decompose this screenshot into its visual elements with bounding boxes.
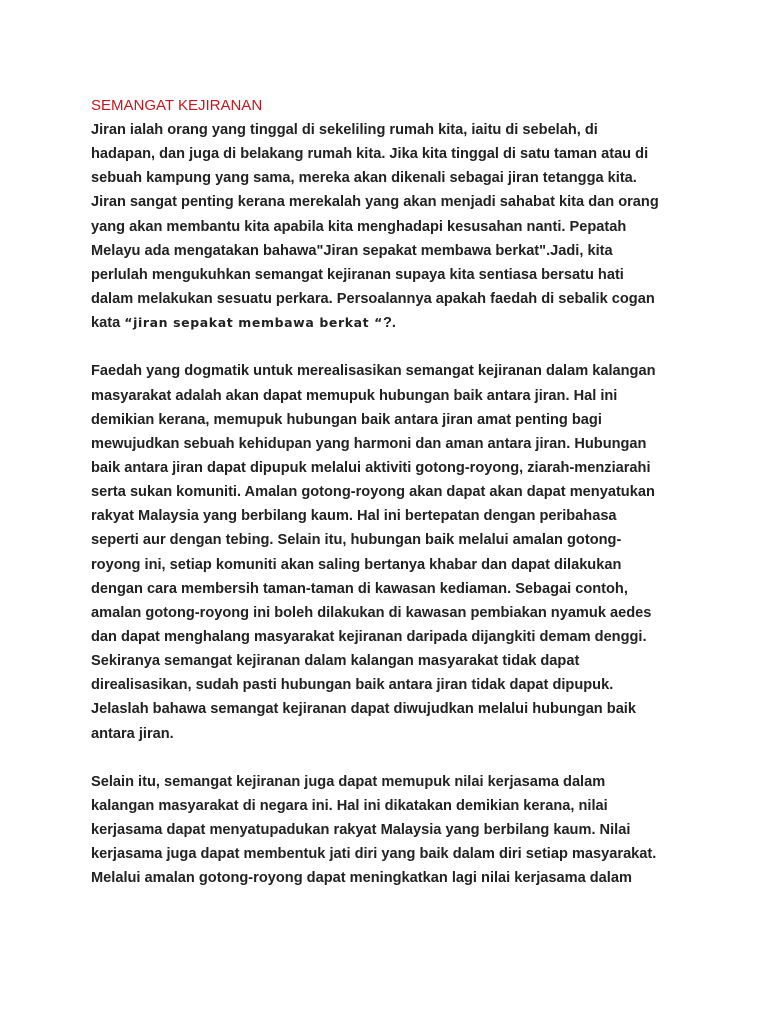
paragraph-line: Selain itu, semangat kejiranan juga dapat memupuk nilai kerjasama dalam bbox=[91, 773, 606, 790]
paragraph-line: Jiran sangat penting kerana merekalah yang akan menjadi sahabat kita dan orang bbox=[91, 194, 659, 211]
paragraph-line: seperti aur dengan tebing. Selain itu, hubungan baik melalui amalan gotong- bbox=[91, 532, 622, 549]
paragraph-line: Melalui amalan gotong-royong dapat meningkatkan lagi nilai kerjasama dalam bbox=[91, 870, 632, 887]
paragraph-line: baik antara jiran dapat dipupuk melalui aktiviti gotong-royong, ziarah-menziarahi bbox=[91, 459, 651, 476]
paragraph-line: kerjasama juga dapat membentuk jati diri yang baik dalam diri setiap masyarakat. bbox=[91, 846, 657, 863]
paragraph-line: Jelaslah bahawa semangat kejiranan dapat diwujudkan melalui hubungan baik bbox=[91, 701, 636, 718]
paragraph-line: Sekiranya semangat kejiranan dalam kalangan masyarakat tidak dapat bbox=[91, 653, 580, 670]
paragraph-line: yang akan membantu kita apabila kita menghadapi kesusahan nanti. Pepatah bbox=[91, 218, 627, 235]
paragraph-line: antara jiran. bbox=[91, 725, 174, 742]
paragraph-line: masyarakat adalah akan dapat memupuk hubungan baik antara jiran. Hal ini bbox=[91, 387, 618, 404]
paragraph-line-last bbox=[91, 311, 691, 335]
paragraph-line: kalangan masyarakat di negara ini. Hal ini dikatakan demikian kerana, nilai bbox=[91, 797, 608, 814]
paragraph-line: amalan gotong-royong ini boleh dilakukan di kawasan pembiakan nyamuk aedes bbox=[91, 604, 652, 621]
paragraph-1 bbox=[91, 118, 691, 335]
paragraph-line: dengan cara membersih taman-taman di kawasan kediaman. Sebagai contoh, bbox=[91, 580, 628, 597]
paragraph-line: Melayu ada mengatakan bahawa"Jiran sepakat membawa berkat".Jadi, kita bbox=[91, 242, 613, 259]
paragraph-line: hadapan, dan juga di belakang rumah kita. Jika kita tinggal di satu taman atau di bbox=[91, 146, 649, 163]
document-title: SEMANGAT KEJIRANAN bbox=[91, 97, 263, 114]
paragraph-line: sebuah kampung yang sama, mereka akan dikenali sebagai jiran tetangga kita. bbox=[91, 170, 637, 187]
paragraph-line: mewujudkan sebuah kehidupan yang harmoni dan aman antara jiran. Hubungan bbox=[91, 435, 647, 452]
paragraph-line: Faedah yang dogmatik untuk merealisasikan semangat kejiranan dalam kalangan bbox=[91, 363, 656, 380]
document-body bbox=[91, 94, 691, 891]
paragraph-line: perlulah mengukuhkan semangat kejiranan supaya kita sentiasa bersatu hati bbox=[91, 266, 624, 283]
paragraph-line: rakyat Malaysia yang berbilang kaum. Hal ini bertepatan dengan peribahasa bbox=[91, 508, 617, 525]
paragraph-line: kerjasama dapat menyatupadukan rakyat Malaysia yang berbilang kaum. Nilai bbox=[91, 822, 631, 839]
line-prefix: kata bbox=[91, 315, 125, 332]
paragraph-line: dan dapat menghalang masyarakat kejiranan daripada dijangkiti demam denggi. bbox=[91, 628, 647, 645]
paragraph-gap bbox=[91, 335, 691, 359]
line-suffix: ?. bbox=[383, 315, 396, 332]
paragraph-line: Jiran ialah orang yang tinggal di sekeliling rumah kita, iaitu di sebelah, di bbox=[91, 122, 598, 138]
paragraph-line: direalisasikan, sudah pasti hubungan baik antara jiran tidak dapat dipupuk. bbox=[91, 677, 614, 694]
paragraph-3 bbox=[91, 770, 691, 891]
paragraph-line: dalam melakukan sesuatu perkara. Persoalannya apakah faedah di sebalik cogan bbox=[91, 290, 655, 307]
paragraph-line: serta sukan komuniti. Amalan gotong-royong akan dapat akan dapat menyatukan bbox=[91, 484, 655, 501]
paragraph-line: royong ini, setiap komuniti akan saling bertanya khabar dan dapat dilakukan bbox=[91, 556, 622, 573]
paragraph-line: demikian kerana, memupuk hubungan baik antara jiran amat penting bagi bbox=[91, 411, 602, 428]
paragraph-gap bbox=[91, 746, 691, 770]
quoted-proverb: “jiran sepakat membawa berkat “ bbox=[124, 315, 384, 331]
paragraph-2 bbox=[91, 359, 691, 745]
